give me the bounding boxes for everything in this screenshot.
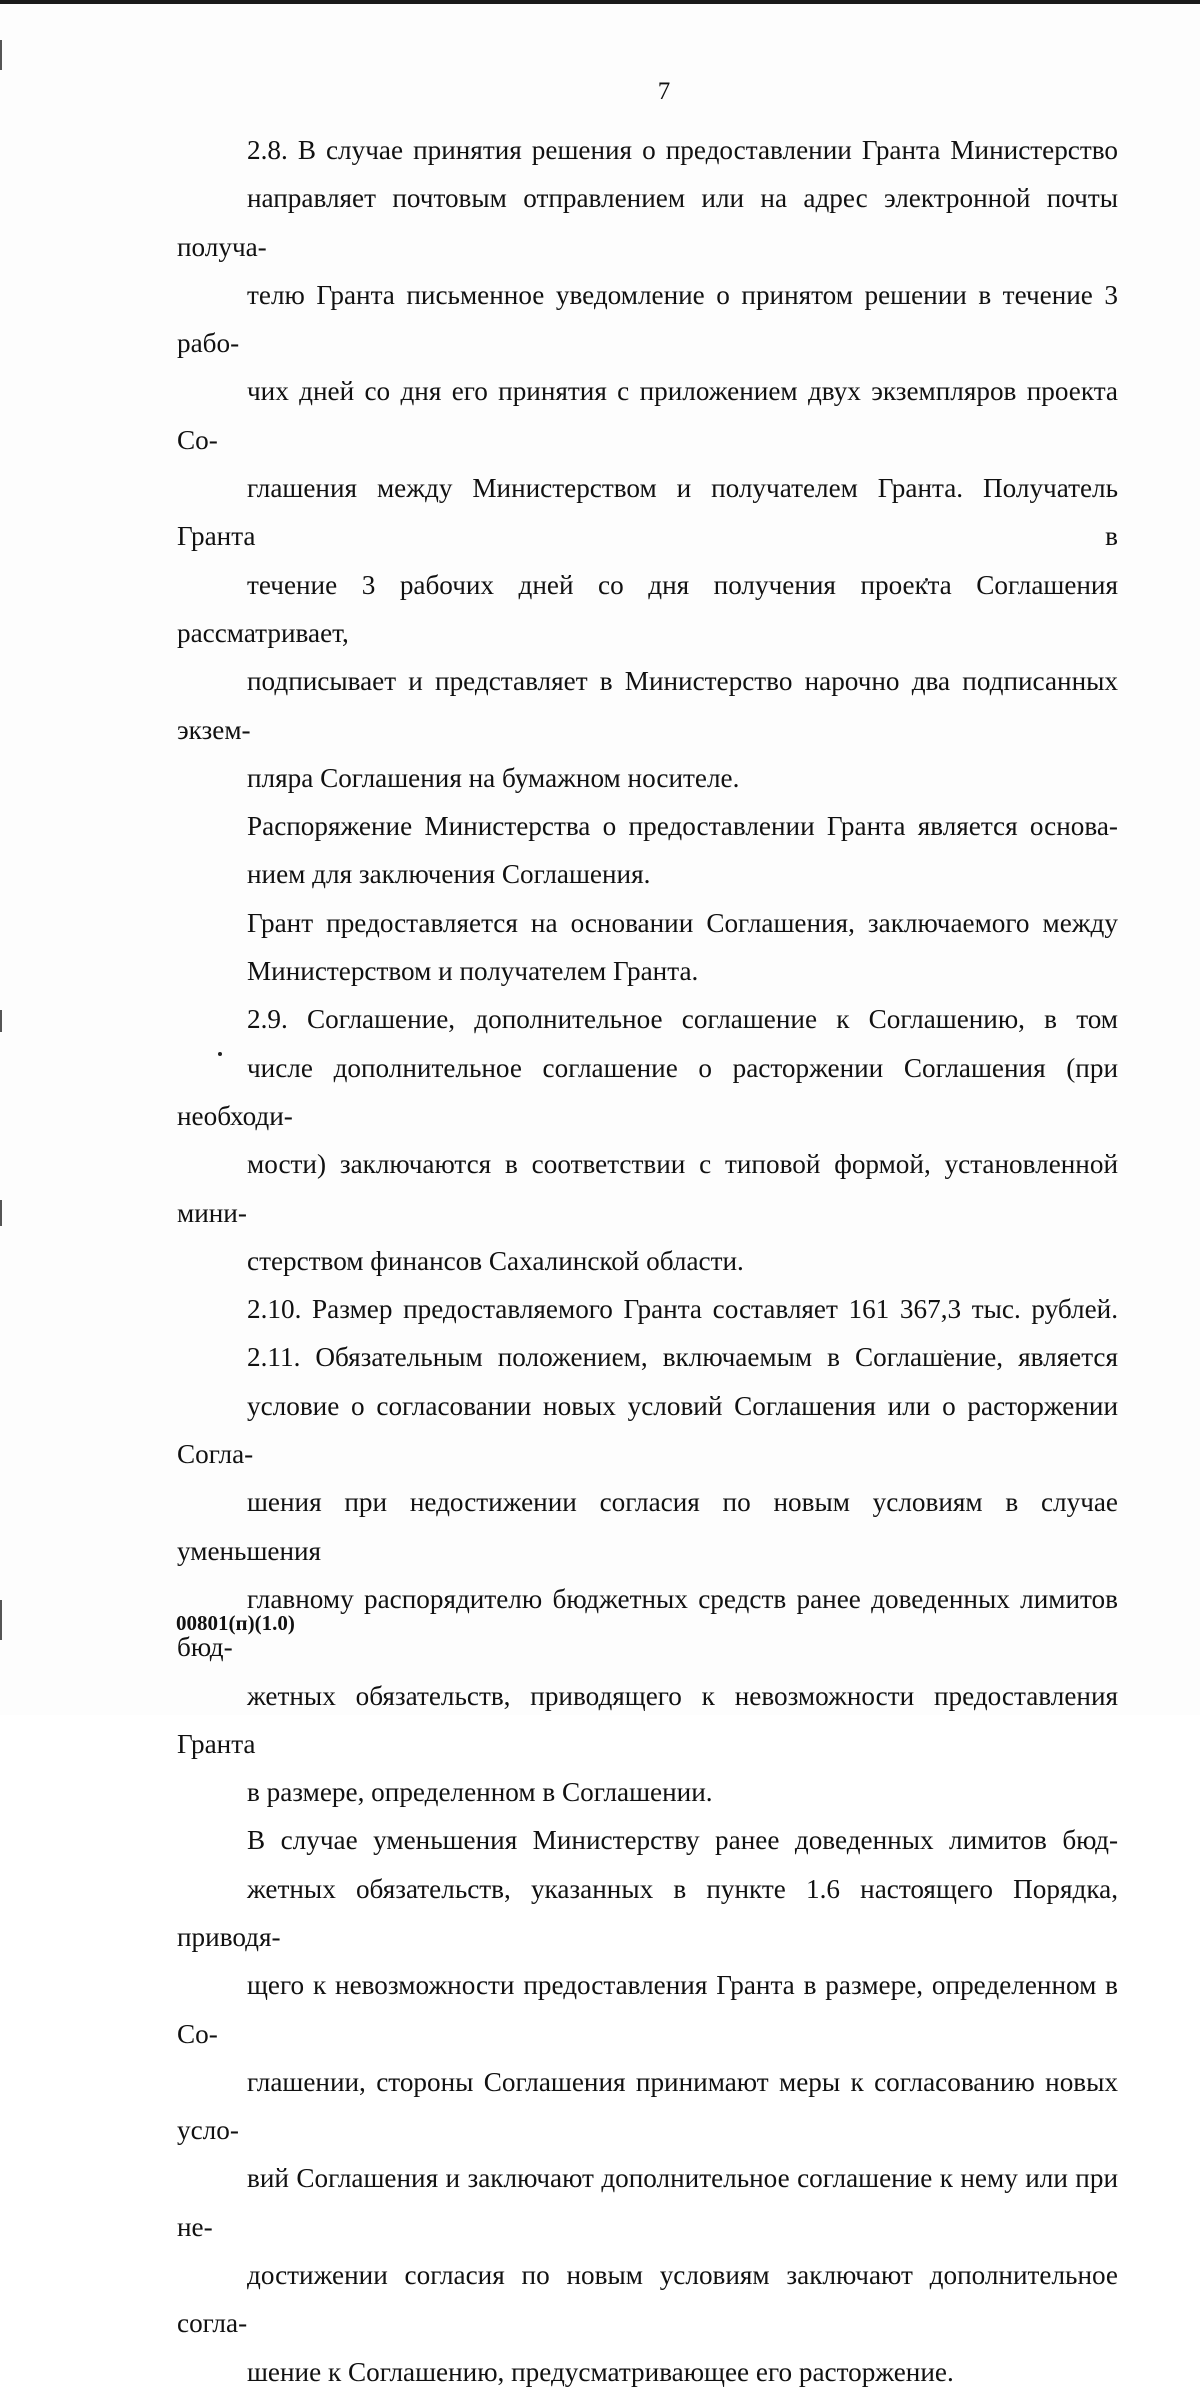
text-line: стерством финансов Сахалинской области.: [247, 1245, 744, 1276]
text-line: жетных обязательств, приводящего к невозможности предоставления Гранта: [177, 1680, 1118, 1759]
text-line: 2.9. Соглашение, дополнительное соглашение к Соглашению, в том: [247, 1004, 1118, 1035]
paragraph: [177, 1333, 1118, 1816]
left-edge-mark: [0, 1600, 2, 1640]
text-line: телю Гранта письменное уведомление о принятом решении в течение 3 рабо-: [177, 279, 1118, 359]
text-line: щего к невозможности предоставления Гранта в размере, определенном в Со-: [177, 1970, 1118, 2049]
text-line: условие о согласовании новых условий Соглашения или о расторжении Согла-: [177, 1390, 1118, 1470]
text-line: Министерством и получателем Гранта.: [247, 956, 699, 987]
text-line: направляет почтовым отправлением или на адрес электронной почты получа-: [177, 183, 1118, 262]
text-line: шения при недостижении согласия по новым условиям в случае уменьшения: [177, 1487, 1118, 1566]
paragraph: [177, 995, 1118, 1285]
text-line: жетных обязательств, указанных в пункте 1.6 настоящего Порядка, приводя-: [177, 1873, 1118, 1952]
text-line: Распоряжение Министерства о предоставлении Гранта является основа-: [247, 811, 1118, 842]
paragraph: [177, 126, 1118, 802]
text-line: мости) заключаются в соответствии с типовой формой, установленной мини-: [177, 1149, 1118, 1228]
text-line: вий Соглашения и заключают дополнительное соглашение к нему или при не-: [177, 2163, 1118, 2242]
paragraph: [177, 802, 1118, 899]
text-line: глашении, стороны Соглашения принимают меры к согласованию новых усло-: [177, 2066, 1118, 2146]
text-line: В случае уменьшения Министерству ранее доведенных лимитов бюд-: [247, 1825, 1118, 1856]
text-line: достижении согласия по новым условиям заключают дополнительное согла-: [177, 2260, 1118, 2339]
text-line: в размере, определенном в Соглашении.: [247, 1777, 713, 1808]
document-code: 00801(п)(1.0): [176, 1611, 295, 1635]
top-border-line: [0, 0, 1200, 4]
left-edge-mark: [0, 40, 2, 70]
text-line: глашения между Министерством и получателем Гранта. Получатель Гранта в: [177, 473, 1118, 552]
page-number: 7: [657, 78, 671, 105]
paragraph: [177, 1285, 1118, 1333]
text-line: шение к Соглашению, предусматривающее его расторжение.: [247, 2356, 954, 2387]
text-line: пляра Соглашения на бумажном носителе.: [247, 762, 740, 793]
paragraph: [177, 899, 1118, 996]
text-line: главному распорядителю бюджетных средств ранее доведенных лимитов бюд-: [177, 1583, 1118, 1663]
text-line: Грант предоставляется на основании Соглашения, заключаемого между: [247, 907, 1118, 938]
text-line: подписывает и представляет в Министерство нарочно два подписанных экзем-: [177, 666, 1118, 745]
text-line: чих дней со дня его принятия с приложением двух экземпляров проекта Со-: [177, 376, 1118, 455]
text-line: 2.8. В случае принятия решения о предоставлении Гранта Министерство: [247, 135, 1118, 165]
text-line: течение 3 рабочих дней со дня получения проекта Соглашения рассматривает,: [177, 569, 1118, 648]
text-line: 2.11. Обязательным положением, включаемым в Соглашение, является: [247, 1342, 1118, 1373]
text-line: числе дополнительное соглашение о расторжении Соглашения (при необходи-: [177, 1052, 1118, 1131]
body-text: [177, 126, 1118, 2396]
paragraph: [177, 1816, 1118, 2396]
text-line: 2.10. Размер предоставляемого Гранта составляет 161 367,3 тыс. рублей.: [247, 1294, 1118, 1325]
left-edge-mark: [0, 1010, 2, 1032]
text-line: нием для заключения Соглашения.: [247, 859, 651, 890]
left-edge-mark: [0, 1200, 2, 1226]
